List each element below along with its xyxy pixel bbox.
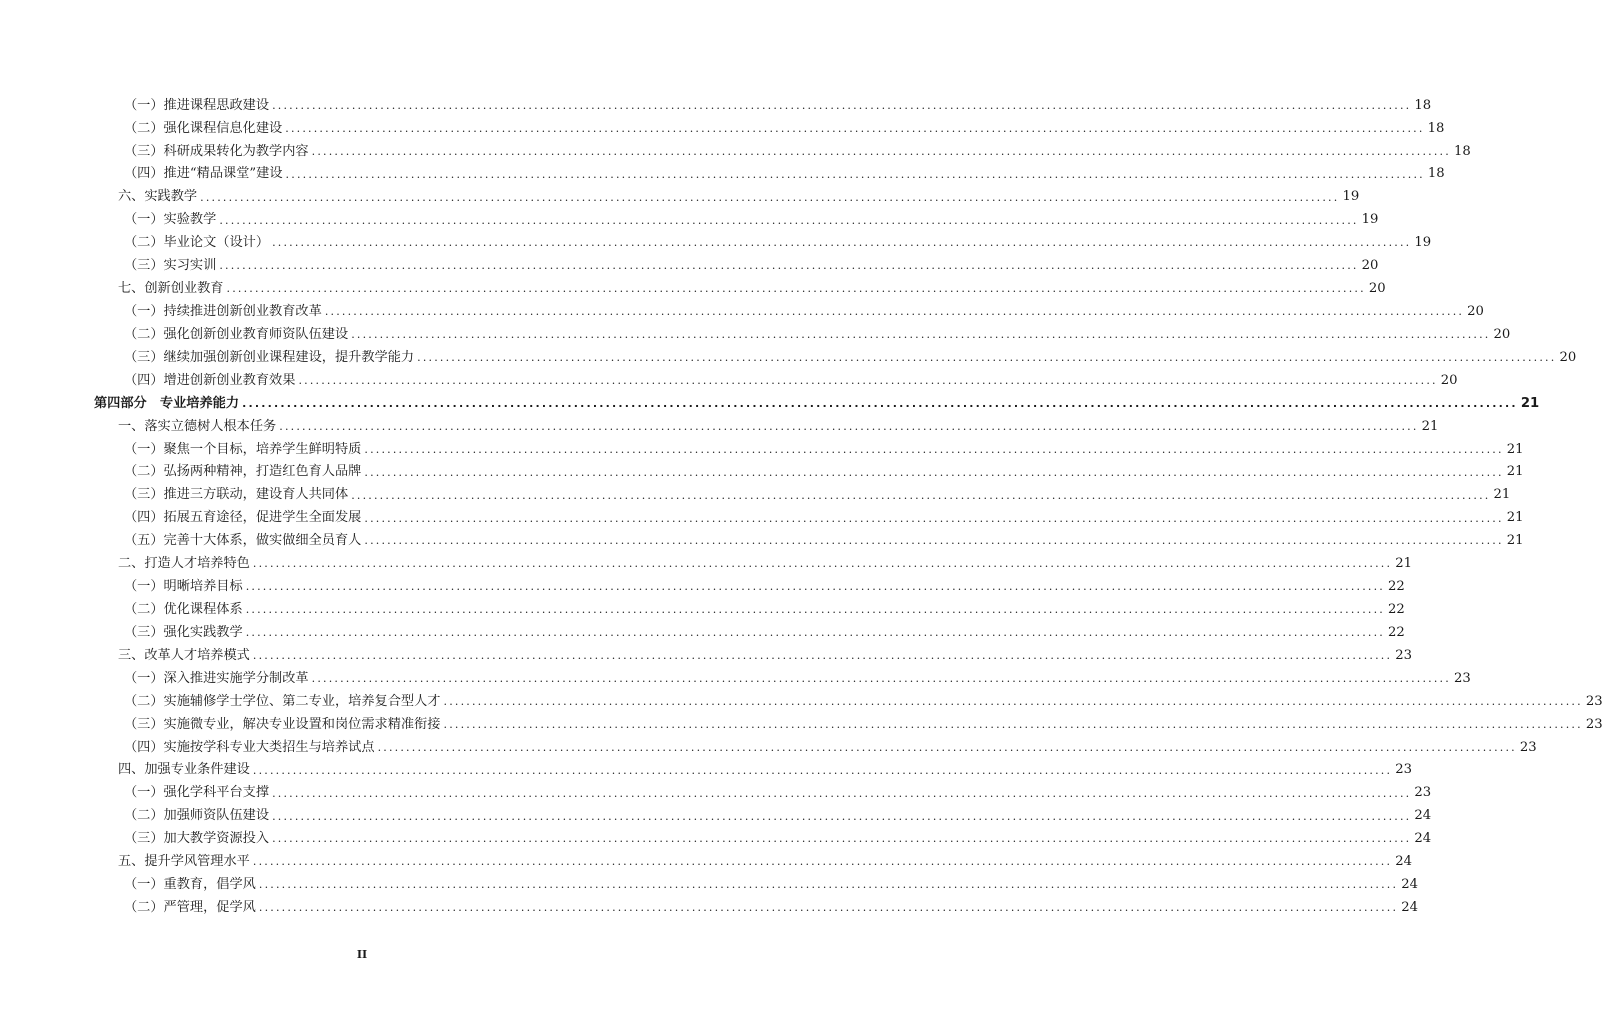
toc-entry-page-number: 21 xyxy=(1506,533,1524,549)
toc-entry-title: （四）推进“精品课堂”建设 xyxy=(124,166,283,182)
toc-entry-page-number: 22 xyxy=(1388,624,1405,640)
toc-entry[interactable] xyxy=(94,227,1432,251)
toc-entry[interactable] xyxy=(94,410,1439,434)
dot-leader: ........................................................................................................................................................................................................ xyxy=(351,328,1491,342)
toc-entry-page-number: 21 xyxy=(1421,418,1439,434)
toc-entry-title: （三）实习实训 xyxy=(124,258,217,274)
toc-entry[interactable] xyxy=(94,616,1405,640)
toc-entry[interactable] xyxy=(94,662,1471,686)
dot-leader: ........................................................................................................................................................................................................ xyxy=(219,259,1359,273)
toc-entry-page-number: 18 xyxy=(1414,97,1432,113)
dot-leader: ........................................................................................................................................................................................................ xyxy=(311,671,1451,685)
toc-entry-page-number: 23 xyxy=(1585,716,1603,732)
toc-entry-title: （一）重教育，倡学风 xyxy=(124,877,256,893)
dot-leader: ........................................................................................................................................................................................................ xyxy=(417,351,1557,365)
toc-entry[interactable] xyxy=(94,89,1432,113)
dot-leader: ........................................................................................................................................................................................................ xyxy=(364,442,1504,456)
toc-entry-page-number: 22 xyxy=(1388,602,1405,617)
toc-entry-title: 四、加强专业条件建设 xyxy=(118,762,250,778)
toc-entry-page-number: 18 xyxy=(1427,120,1445,136)
toc-entry-page-number: 22 xyxy=(1388,579,1405,595)
toc-entry-page-number: 24 xyxy=(1414,808,1432,824)
toc-entry[interactable] xyxy=(94,272,1386,297)
toc-entry-title: （二）毕业论文（设计） xyxy=(124,235,270,251)
dot-leader: ........................................................................................................................................................................................................ xyxy=(272,809,1412,823)
toc-entry-title: 第四部分 专业培养能力 xyxy=(94,395,240,411)
toc-entry[interactable] xyxy=(94,479,1511,503)
toc-entry-title: （一）实验教学 xyxy=(124,212,217,228)
dot-leader: ........................................................................................................................................................................................................ xyxy=(272,786,1412,800)
dot-leader: ........................................................................................................................................................................................................ xyxy=(252,649,1393,663)
dot-leader: ........................................................................................................................................................................................................ xyxy=(200,190,1340,204)
toc-entry-title: （四）增进创新创业教育效果 xyxy=(124,372,296,388)
toc-entry-title: （一）推进课程思政建设 xyxy=(124,97,270,113)
toc-entry[interactable] xyxy=(94,295,1484,320)
toc-entry-page-number: 19 xyxy=(1361,212,1379,228)
dot-leader: ........................................................................................................................................................................................................ xyxy=(242,396,1518,410)
dot-leader: ........................................................................................................................................................................................................ xyxy=(245,603,1386,617)
dot-leader: ........................................................................................................................................................................................................ xyxy=(252,855,1393,869)
dot-leader: ........................................................................................................................................................................................................ xyxy=(443,694,1583,708)
toc-entry[interactable] xyxy=(94,845,1412,870)
toc-entry-title: （二）实施辅修学士学位、第二专业，培养复合型人才 xyxy=(124,693,441,709)
toc-entry-page-number: 19 xyxy=(1414,235,1432,251)
dot-leader: ........................................................................................................................................................................................................ xyxy=(258,878,1399,892)
toc-entry-page-number: 20 xyxy=(1440,372,1458,388)
toc-entry[interactable] xyxy=(94,593,1405,617)
toc-entry-page-number: 24 xyxy=(1414,831,1432,847)
dot-leader: ........................................................................................................................................................................................................ xyxy=(285,167,1425,181)
toc-entry-title: 二、打造人才培养特色 xyxy=(118,556,250,572)
dot-leader: ........................................................................................................................................................................................................ xyxy=(364,511,1504,525)
toc-entry-title: （一）强化学科平台支撑 xyxy=(124,785,270,801)
toc-entry-title: （一）明晰培养目标 xyxy=(124,579,243,595)
dot-leader: ........................................................................................................................................................................................................ xyxy=(245,626,1386,640)
toc-entry[interactable] xyxy=(94,708,1603,732)
toc-entry[interactable] xyxy=(94,158,1445,182)
dot-leader: ........................................................................................................................................................................................................ xyxy=(443,717,1583,731)
toc-entry-title: 六、实践教学 xyxy=(118,189,198,205)
toc-entry-title: 三、改革人才培养模式 xyxy=(118,647,250,663)
dot-leader: ........................................................................................................................................................................................................ xyxy=(311,144,1451,158)
toc-entry[interactable] xyxy=(94,112,1445,136)
toc-entry-title: （三）实施微专业，解决专业设置和岗位需求精准衔接 xyxy=(124,716,441,732)
toc-entry[interactable] xyxy=(94,868,1418,893)
toc-entry[interactable] xyxy=(94,525,1524,549)
toc-entry-page-number: 21 xyxy=(1493,487,1511,503)
toc-entry[interactable] xyxy=(94,318,1511,342)
toc-entry-title: （三）科研成果转化为教学内容 xyxy=(124,143,309,159)
dot-leader: ........................................................................................................................................................................................................ xyxy=(298,373,1438,387)
dot-leader: ........................................................................................................................................................................................................ xyxy=(285,121,1425,135)
dot-leader: ........................................................................................................................................................................................................ xyxy=(279,419,1419,433)
toc-entry[interactable] xyxy=(94,685,1603,709)
toc-entry-title: （三）推进三方联动，建设育人共同体 xyxy=(124,487,349,503)
toc-entry-title: 一、落实立德树人根本任务 xyxy=(118,418,277,434)
dot-leader: ........................................................................................................................................................................................................ xyxy=(219,213,1359,227)
toc-entry-page-number: 24 xyxy=(1395,854,1412,870)
toc-entry[interactable] xyxy=(94,570,1405,595)
toc-entry-page-number: 23 xyxy=(1519,739,1537,755)
toc-entry[interactable] xyxy=(94,754,1412,778)
toc-entry-page-number: 24 xyxy=(1401,877,1418,893)
toc-entry[interactable] xyxy=(94,433,1524,457)
toc-entry-title: （二）强化创新创业教育师资队伍建设 xyxy=(124,326,349,342)
toc-entry[interactable] xyxy=(94,891,1418,915)
toc-entry-page-number: 21 xyxy=(1506,441,1524,457)
dot-leader: ........................................................................................................................................................................................................ xyxy=(364,465,1504,479)
toc-entry-page-number: 18 xyxy=(1453,143,1471,159)
toc-entry-page-number: 23 xyxy=(1585,693,1603,709)
toc-entry-page-number: 21 xyxy=(1506,510,1524,526)
toc-entry-title: （二）严管理，促学风 xyxy=(124,899,256,915)
dot-leader: ........................................................................................................................................................................................................ xyxy=(252,763,1393,777)
toc-entry-title: （一）持续推进创新创业教育改革 xyxy=(124,304,322,320)
toc-entry[interactable] xyxy=(94,341,1577,365)
footer-page-number: II xyxy=(356,948,368,961)
toc-part-heading[interactable] xyxy=(94,387,1540,411)
dot-leader: ........................................................................................................................................................................................................ xyxy=(226,282,1366,296)
toc-entry-page-number: 23 xyxy=(1395,762,1412,778)
toc-entry-page-number: 21 xyxy=(1395,556,1412,572)
toc-entry-page-number: 20 xyxy=(1559,349,1577,365)
toc-entry-page-number: 18 xyxy=(1427,166,1445,182)
dot-leader: ........................................................................................................................................................................................................ xyxy=(377,740,1517,754)
toc-entry-page-number: 21 xyxy=(1506,464,1524,480)
toc-entry[interactable] xyxy=(94,502,1524,526)
dot-leader: ........................................................................................................................................................................................................ xyxy=(324,305,1465,319)
toc-entry-page-number: 20 xyxy=(1361,258,1379,274)
dot-leader: ........................................................................................................................................................................................................ xyxy=(351,488,1491,502)
toc-entry[interactable] xyxy=(94,181,1360,205)
toc-entry-page-number: 20 xyxy=(1368,281,1386,297)
toc-entry-page-number: 24 xyxy=(1401,899,1418,915)
table-of-contents xyxy=(94,89,1603,915)
toc-entry[interactable] xyxy=(94,823,1432,847)
dot-leader: ........................................................................................................................................................................................................ xyxy=(272,236,1412,250)
toc-entry-title: （二）优化课程体系 xyxy=(124,602,243,617)
toc-entry-title: （三）继续加强创新创业课程建设，提升教学能力 xyxy=(124,349,415,365)
toc-entry-title: （五）完善十大体系，做实做细全员育人 xyxy=(124,533,362,549)
toc-entry[interactable] xyxy=(94,731,1537,755)
toc-entry-title: （二）强化课程信息化建设 xyxy=(124,120,283,136)
toc-entry-title: （一）深入推进实施学分制改革 xyxy=(124,670,309,686)
dot-leader: ........................................................................................................................................................................................................ xyxy=(252,557,1393,571)
toc-entry-title: （三）加大教学资源投入 xyxy=(124,831,270,847)
toc-entry-page-number: 20 xyxy=(1493,326,1511,342)
toc-entry[interactable] xyxy=(94,204,1379,228)
toc-entry-title: 五、提升学风管理水平 xyxy=(118,854,250,870)
toc-entry[interactable] xyxy=(94,364,1458,388)
toc-entry[interactable] xyxy=(94,249,1379,274)
toc-entry[interactable] xyxy=(94,456,1524,480)
toc-entry-page-number: 23 xyxy=(1395,647,1412,663)
dot-leader: ........................................................................................................................................................................................................ xyxy=(258,901,1399,915)
toc-entry-title: 七、创新创业教育 xyxy=(118,281,224,297)
toc-entry-title: （二）加强师资队伍建设 xyxy=(124,808,270,824)
toc-entry-page-number: 23 xyxy=(1453,670,1471,686)
toc-entry-title: （三）强化实践教学 xyxy=(124,624,243,640)
toc-entry-title: （一）聚焦一个目标，培养学生鲜明特质 xyxy=(124,441,362,457)
toc-entry-title: （四）实施按学科专业大类招生与培养试点 xyxy=(124,739,375,755)
toc-entry-page-number: 21 xyxy=(1520,395,1540,411)
dot-leader: ........................................................................................................................................................................................................ xyxy=(272,98,1412,112)
dot-leader: ........................................................................................................................................................................................................ xyxy=(245,580,1386,594)
toc-entry-page-number: 23 xyxy=(1414,785,1432,801)
toc-entry-title: （四）拓展五育途径，促进学生全面发展 xyxy=(124,510,362,526)
toc-entry[interactable] xyxy=(94,547,1412,572)
toc-entry[interactable] xyxy=(94,777,1432,801)
toc-entry[interactable] xyxy=(94,639,1412,663)
dot-leader: ........................................................................................................................................................................................................ xyxy=(364,534,1504,548)
toc-entry[interactable] xyxy=(94,800,1432,824)
toc-entry-title: （二）弘扬两种精神，打造红色育人品牌 xyxy=(124,464,362,480)
dot-leader: ........................................................................................................................................................................................................ xyxy=(272,832,1412,846)
toc-entry-page-number: 19 xyxy=(1342,189,1360,205)
toc-entry[interactable] xyxy=(94,135,1471,159)
toc-entry-page-number: 20 xyxy=(1467,304,1484,320)
